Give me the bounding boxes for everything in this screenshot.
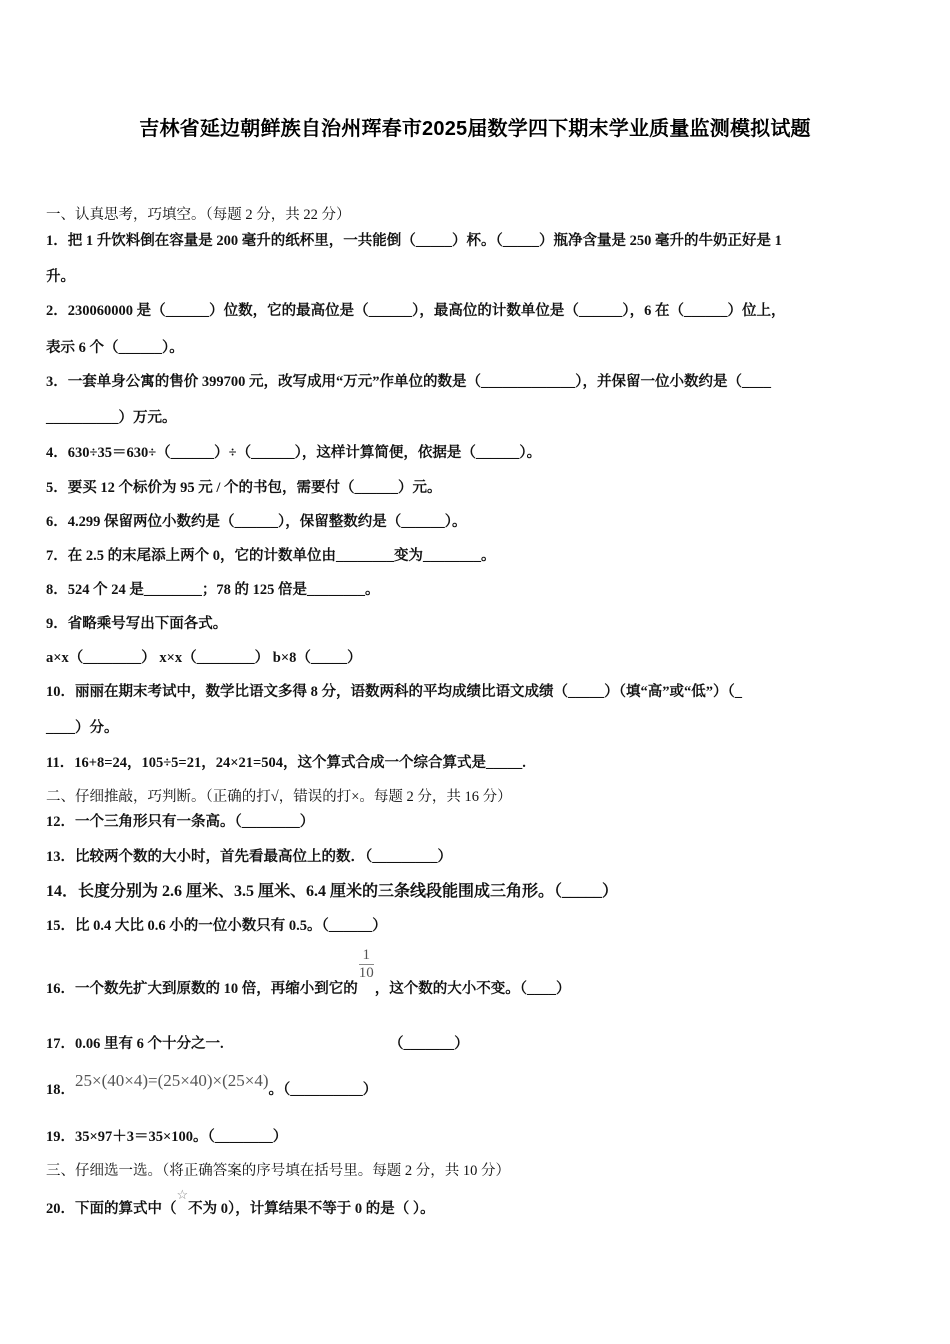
question-19: 19．35×97＋3＝35×100。（________）	[46, 1129, 288, 1145]
fraction-one-tenth	[359, 947, 374, 982]
question-1: 1．把 1 升饮料倒在容量是 200 毫升的纸杯里，一共能倒（_____）杯。（_____）瓶净含量是 250 毫升的牛奶正好是 1	[46, 233, 782, 249]
question-9: 9．省略乘号写出下面各式。	[46, 616, 228, 632]
fraction-numerator: 1	[359, 947, 374, 965]
question-3: 3．一套单身公寓的售价 399700 元，改写成用“万元”作单位的数是（_____________），并保留一位小数约是（____	[46, 374, 771, 390]
question-20-text-before: 20．下面的算式中（	[46, 1201, 177, 1217]
question-13: 13．比较两个数的大小时，首先看最高位上的数．（_________）	[46, 849, 452, 865]
question-6: 6．4.299 保留两位小数约是（______），保留整数约是（______）。	[46, 514, 467, 530]
question-10: 10．丽丽在期末考试中，数学比语文多得 8 分，语数两科的平均成绩比语文成绩（_____）（填“高”或“低”）（_	[46, 684, 742, 700]
question-8: 8．524 个 24 是________；78 的 125 倍是________。	[46, 582, 380, 598]
question-16	[46, 947, 571, 997]
question-7: 7．在 2.5 的末尾添上两个 0，它的计数单位由________变为________。	[46, 548, 496, 564]
question-20-text-after: 不为 0），计算结果不等于 0 的是（ ）。	[188, 1201, 435, 1217]
star-icon: ☆	[176, 1187, 189, 1202]
question-17-blank: （_______）	[389, 1036, 469, 1052]
question-18-equation: 25×(40×4)=(25×40)×(25×4)	[75, 1071, 269, 1090]
question-14: 14．长度分别为 2.6 厘米、3.5 厘米、6.4 厘米的三条线段能围成三角形。（_____）	[46, 883, 619, 900]
question-15: 15．比 0.4 大比 0.6 小的一位小数只有 0.5。（______）	[46, 918, 387, 934]
question-5: 5．要买 12 个标价为 95 元 / 个的书包，需要付（______）元。	[46, 480, 442, 496]
question-1-cont: 升。	[46, 269, 75, 285]
question-10-cont: ____）分。	[46, 720, 119, 736]
question-9-items: a×x（________） x×x（________） b×8（_____）	[46, 650, 362, 666]
question-11: 11．16+8=24，105÷5=21，24×21=504，这个算式合成一个综合算式是_____.	[46, 755, 526, 771]
section-2-heading: 二、仔细推敲，巧判断。（正确的打√，错误的打×。每题 2 分，共 16 分）	[46, 789, 512, 805]
document-title: 吉林省延边朝鲜族自治州珲春市2025届数学四下期末学业质量监测模拟试题	[139, 118, 811, 140]
question-17	[46, 1032, 469, 1053]
section-1-heading: 一、认真思考，巧填空。（每题 2 分，共 22 分）	[46, 207, 351, 223]
question-17-text: 17．0.06 里有 6 个十分之一.	[46, 1036, 224, 1052]
question-12: 12．一个三角形只有一条高。（________）	[46, 814, 315, 830]
question-18	[46, 1071, 378, 1099]
question-20	[46, 1187, 435, 1218]
question-3-cont: __________）万元。	[46, 410, 177, 426]
question-16-text-after: ，这个数的大小不变。（____）	[374, 980, 571, 997]
fraction-denominator: 10	[358, 965, 374, 981]
section-3-heading: 三、仔细选一选。（将正确答案的序号填在括号里。每题 2 分，共 10 分）	[46, 1163, 510, 1179]
question-4: 4．630÷35＝630÷（______）÷（______），这样计算简便，依据是（______）。	[46, 445, 542, 461]
question-16-text-before: 16．一个数先扩大到原数的 10 倍，再缩小到它的	[46, 980, 358, 997]
question-2-cont: 表示 6 个（______）。	[46, 340, 184, 356]
question-18-label: 18．	[46, 1082, 75, 1098]
question-18-blank: 。（__________）	[268, 1082, 378, 1098]
question-2: 2．230060000 是（______）位数，它的最高位是（______），最高位的计数单位是（______），6 在（______）位上，	[46, 303, 786, 319]
